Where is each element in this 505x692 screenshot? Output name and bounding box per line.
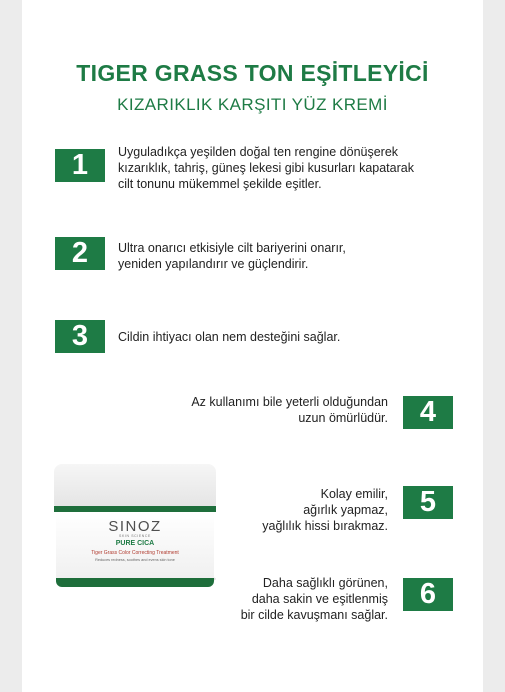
benefit-number-2: 2 xyxy=(55,237,105,270)
jar-body xyxy=(56,512,214,587)
benefit-text-2-line-2: yeniden yapılandırır ve güçlendirir. xyxy=(118,257,309,271)
benefit-text-6-line-1: Daha sağlıklı görünen, xyxy=(262,576,388,590)
product-jar-image xyxy=(50,462,220,584)
benefit-number-6: 6 xyxy=(403,578,453,611)
benefit-text-5-line-1: Kolay emilir, xyxy=(320,487,388,501)
benefit-text-5-line-2: ağırlık yapmaz, xyxy=(303,503,388,517)
benefit-number-4: 4 xyxy=(403,396,453,429)
benefit-text-1-line-1: Uyguladıkça yeşilden doğal ten rengine dönüşerek xyxy=(118,145,399,159)
page-subtitle: KIZARIKLIK KARŞITI YÜZ KREMİ xyxy=(117,95,388,114)
benefit-text-6-line-2: daha sakin ve eşitlenmiş xyxy=(251,592,388,606)
product-description: Reduces redness, soothes and evens skin tone xyxy=(95,558,175,562)
benefit-text-4-line-1: Az kullanımı bile yeterli olduğundan xyxy=(191,395,388,409)
benefit-text-3 xyxy=(118,329,340,345)
page-title: TIGER GRASS TON EŞİTLEYİCİ xyxy=(76,60,429,86)
benefit-text-4-line-2: uzun ömürlüdür. xyxy=(298,411,388,425)
benefit-text-5-line-3: yağlılık hissi bırakmaz. xyxy=(262,519,388,533)
benefit-text-4 xyxy=(140,394,388,426)
benefit-number-5: 5 xyxy=(403,486,453,519)
benefit-number-3: 3 xyxy=(55,320,105,353)
product-line: PURE CICA xyxy=(115,540,155,547)
product-name: Tiger Grass Color Correcting Treatment xyxy=(91,550,179,556)
benefit-text-1-line-3: cilt tonunu mükemmel şekilde eşitler. xyxy=(118,177,322,191)
benefit-text-1 xyxy=(118,144,414,192)
benefit-text-6-line-3: bir cilde kavuşmanı sağlar. xyxy=(240,608,388,622)
benefit-text-6 xyxy=(200,575,388,623)
benefit-text-2-line-1: Ultra onarıcı etkisiyle cilt bariyerini onarır, xyxy=(118,241,346,255)
benefit-text-1-line-2: kızarıklık, tahriş, güneş lekesi gibi kusurları kapatarak xyxy=(118,161,414,175)
benefit-text-3-line-1: Cildin ihtiyacı olan nem desteğini sağlar. xyxy=(118,330,341,344)
jar-lid xyxy=(54,464,216,508)
benefit-number-1: 1 xyxy=(55,149,105,182)
benefit-text-5 xyxy=(240,486,388,534)
product-brand: SINOZ xyxy=(108,518,162,535)
benefit-text-2 xyxy=(118,240,346,272)
product-brand-sub: SKIN SCIENCE xyxy=(119,534,151,538)
